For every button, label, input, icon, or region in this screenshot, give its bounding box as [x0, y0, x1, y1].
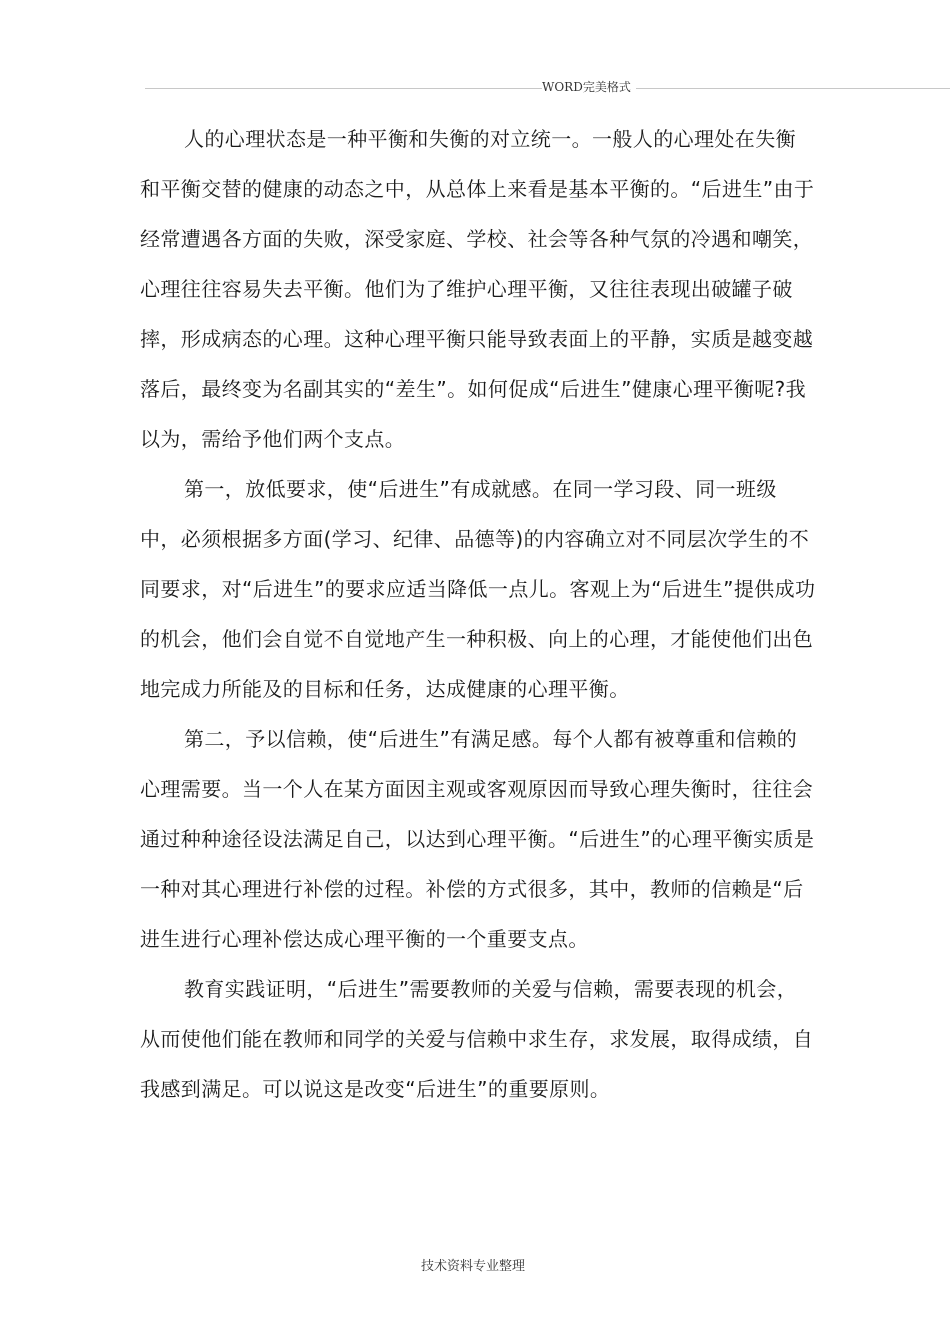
paragraph-first-point: 第一，放低要求，使“后进生”有成就感。在同一学习段、同一班级中，必须根据多方面(学习、纪律、品德等)的内容确立对不同层次学生的不同要求，对“后进生”的要求应适当降低一点儿。客观上为“后进生”提供成功的机会，他们会自觉不自觉地产生一种积极、向上的心理，才能使他们出色地完成力所能及的目标和任务，达成健康的心理平衡。 [140, 477, 816, 701]
page-footer: 技术资料专业整理 [420, 1259, 525, 1274]
paragraph-second-point: 第二，予以信赖，使“后进生”有满足感。每个人都有被尊重和信赖的心理需要。当一个人在某方面因主观或客观原因而导致心理失衡时，往往会通过种种途径设法满足自己，以达到心理平衡。“后进生”的心理平衡实质是一种对其心理进行补偿的过程。补偿的方式很多，其中，教师的信赖是“后进生进行心理补偿达成心理平衡的一个重要支点。 [140, 727, 815, 951]
paragraph-conclusion: 教育实践证明，“后进生”需要教师的关爱与信赖，需要表现的机会，从而使他们能在教师和同学的关爱与信赖中求生存，求发展，取得成绩，自我感到满足。可以说这是改变“后进生”的重要原则。 [140, 977, 814, 1101]
page-header: WORD完美格式 [542, 79, 636, 95]
document-body [140, 114, 816, 1114]
paragraph-intro: 人的心理状态是一种平衡和失衡的对立统一。一般人的心理处在失衡和平衡交替的健康的动态之中，从总体上来看是基本平衡的。“后进生”由于经常遭遇各方面的失败，深受家庭、学校、社会等各种气氛的冷遇和嘲笑，心理往往容易失去平衡。他们为了维护心理平衡，又往往表现出破罐子破摔，形成病态的心理。这种心理平衡只能导致表面上的平静，实质是越变越落后，最终变为名副其实的“差生”。如何促成“后进生”健康心理平衡呢?我以为，需给予他们两个支点。 [140, 127, 815, 451]
